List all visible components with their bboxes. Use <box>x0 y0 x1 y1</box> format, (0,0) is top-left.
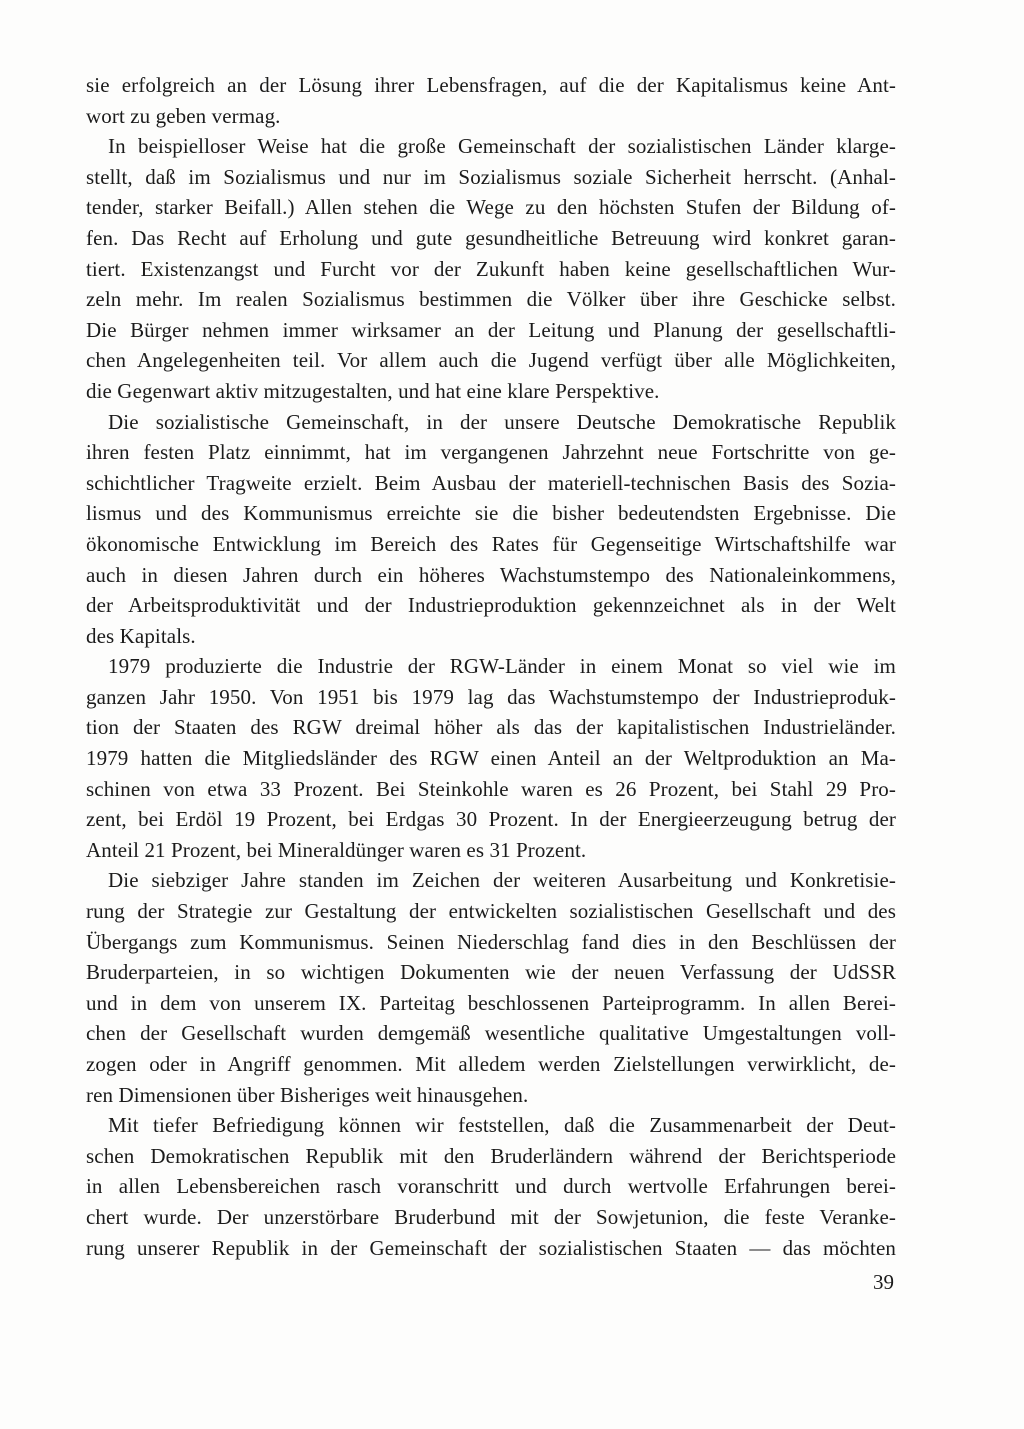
text-line: Mit tiefer Befriedigung können wir feststellen, daß die Zusammenarbeit der Deut- <box>108 1113 896 1138</box>
text-line: ökonomische Entwicklung im Bereich des Rates für Gegenseitige Wirtschaftshilfe war <box>86 531 896 556</box>
text-line: Übergangs zum Kommunismus. Seinen Niederschlag fand dies in den Beschlüssen der <box>86 929 896 954</box>
paragraph <box>86 865 896 1110</box>
text-line: chen Angelegenheiten teil. Vor allem auch die Jugend verfügt über alle Möglichkeiten, <box>86 348 896 373</box>
text-line: Bruderparteien, in so wichtigen Dokumenten wie der neuen Verfassung der UdSSR <box>86 960 896 985</box>
paragraph <box>86 70 896 131</box>
text-line: chen der Gesellschaft wurden demgemäß wesentliche qualitative Umgestaltungen voll- <box>86 1021 896 1046</box>
text-line: ihren festen Platz einnimmt, hat im vergangenen Jahrzehnt neue Fortschritte von ge- <box>86 440 896 465</box>
page-number: 39 <box>873 1270 894 1294</box>
text-line: auch in diesen Jahren durch ein höheres Wachstumstempo des Nationaleinkommens, <box>86 562 896 587</box>
text-line: zeln mehr. Im realen Sozialismus bestimmen die Völker über ihre Geschicke selbst. <box>86 287 896 312</box>
paragraph <box>86 651 896 865</box>
text-line: zent, bei Erdöl 19 Prozent, bei Erdgas 30 Prozent. In der Energieerzeugung betrug der <box>86 807 896 832</box>
body-text <box>86 70 896 1263</box>
text-line: rung der Strategie zur Gestaltung der entwickelten sozialistischen Gesellschaft und des <box>86 899 896 924</box>
paragraph <box>86 131 896 406</box>
text-line: und in dem von unserem IX. Parteitag beschlossenen Parteiprogramm. In allen Berei- <box>86 990 896 1015</box>
text-line: In beispielloser Weise hat die große Gemeinschaft der sozialistischen Länder klarge- <box>108 134 896 159</box>
text-line: schichtlicher Tragweite erzielt. Beim Ausbau der materiell-technischen Basis des Sozia- <box>86 470 896 495</box>
text-line: Die siebziger Jahre standen im Zeichen der weiteren Ausarbeitung und Konkretisie- <box>108 868 896 893</box>
text-line: tiert. Existenzangst und Furcht vor der Zukunft haben keine gesellschaftlichen Wur- <box>86 256 896 281</box>
text-line: Anteil 21 Prozent, bei Mineraldünger waren es 31 Prozent. <box>86 837 587 862</box>
text-line: schinen von etwa 33 Prozent. Bei Steinkohle waren es 26 Prozent, bei Stahl 29 Pro- <box>86 776 896 801</box>
text-line: tender, starker Beifall.) Allen stehen die Wege zu den höchsten Stufen der Bildung of- <box>86 195 896 220</box>
text-line: 1979 produzierte die Industrie der RGW-Länder in einem Monat so viel wie im <box>108 654 896 679</box>
text-line: chert wurde. Der unzerstörbare Bruderbund mit der Sowjetunion, die feste Veranke- <box>86 1204 896 1229</box>
text-line: ganzen Jahr 1950. Von 1951 bis 1979 lag das Wachstumstempo der Industrieproduk- <box>86 684 896 709</box>
text-line: 1979 hatten die Mitgliedsländer des RGW einen Anteil an der Weltproduktion an Ma- <box>86 746 896 771</box>
text-line: in allen Lebensbereichen rasch voranschritt und durch wertvolle Erfahrungen berei- <box>86 1174 896 1199</box>
text-line: wort zu geben vermag. <box>86 103 281 128</box>
paragraph <box>86 1110 896 1263</box>
text-line: fen. Das Recht auf Erholung und gute gesundheitliche Betreuung wird konkret garan- <box>86 225 896 250</box>
text-line: die Gegenwart aktiv mitzugestalten, und hat eine klare Perspektive. <box>86 378 660 403</box>
text-line: ren Dimensionen über Bisheriges weit hinausgehen. <box>86 1082 529 1107</box>
text-line: stellt, daß im Sozialismus und nur im Sozialismus soziale Sicherheit herrscht. (Anhal- <box>86 164 896 189</box>
text-line: tion der Staaten des RGW dreimal höher als das der kapitalistischen Industrieländer. <box>86 715 896 740</box>
text-line: des Kapitals. <box>86 623 196 648</box>
text-line: sie erfolgreich an der Lösung ihrer Lebensfragen, auf die der Kapitalismus keine Ant- <box>86 73 896 97</box>
text-line: Die Bürger nehmen immer wirksamer an der Leitung und Planung der gesellschaftli- <box>86 317 896 342</box>
text-line: rung unserer Republik in der Gemeinschaft der sozialistischen Staaten — das möchten <box>86 1235 896 1260</box>
paragraph <box>86 407 896 652</box>
text-line: zogen oder in Angriff genommen. Mit alledem werden Zielstellungen verwirklicht, de- <box>86 1052 896 1076</box>
text-line: der Arbeitsproduktivität und der Industrieproduktion gekennzeichnet als in der Welt <box>86 593 896 618</box>
text-line: schen Demokratischen Republik mit den Bruderländern während der Berichtsperiode <box>86 1143 896 1168</box>
text-line: Die sozialistische Gemeinschaft, in der unsere Deutsche Demokratische Republik <box>108 409 896 434</box>
text-line: lismus und des Kommunismus erreichte sie die bisher bedeutendsten Ergebnisse. Die <box>86 501 896 526</box>
